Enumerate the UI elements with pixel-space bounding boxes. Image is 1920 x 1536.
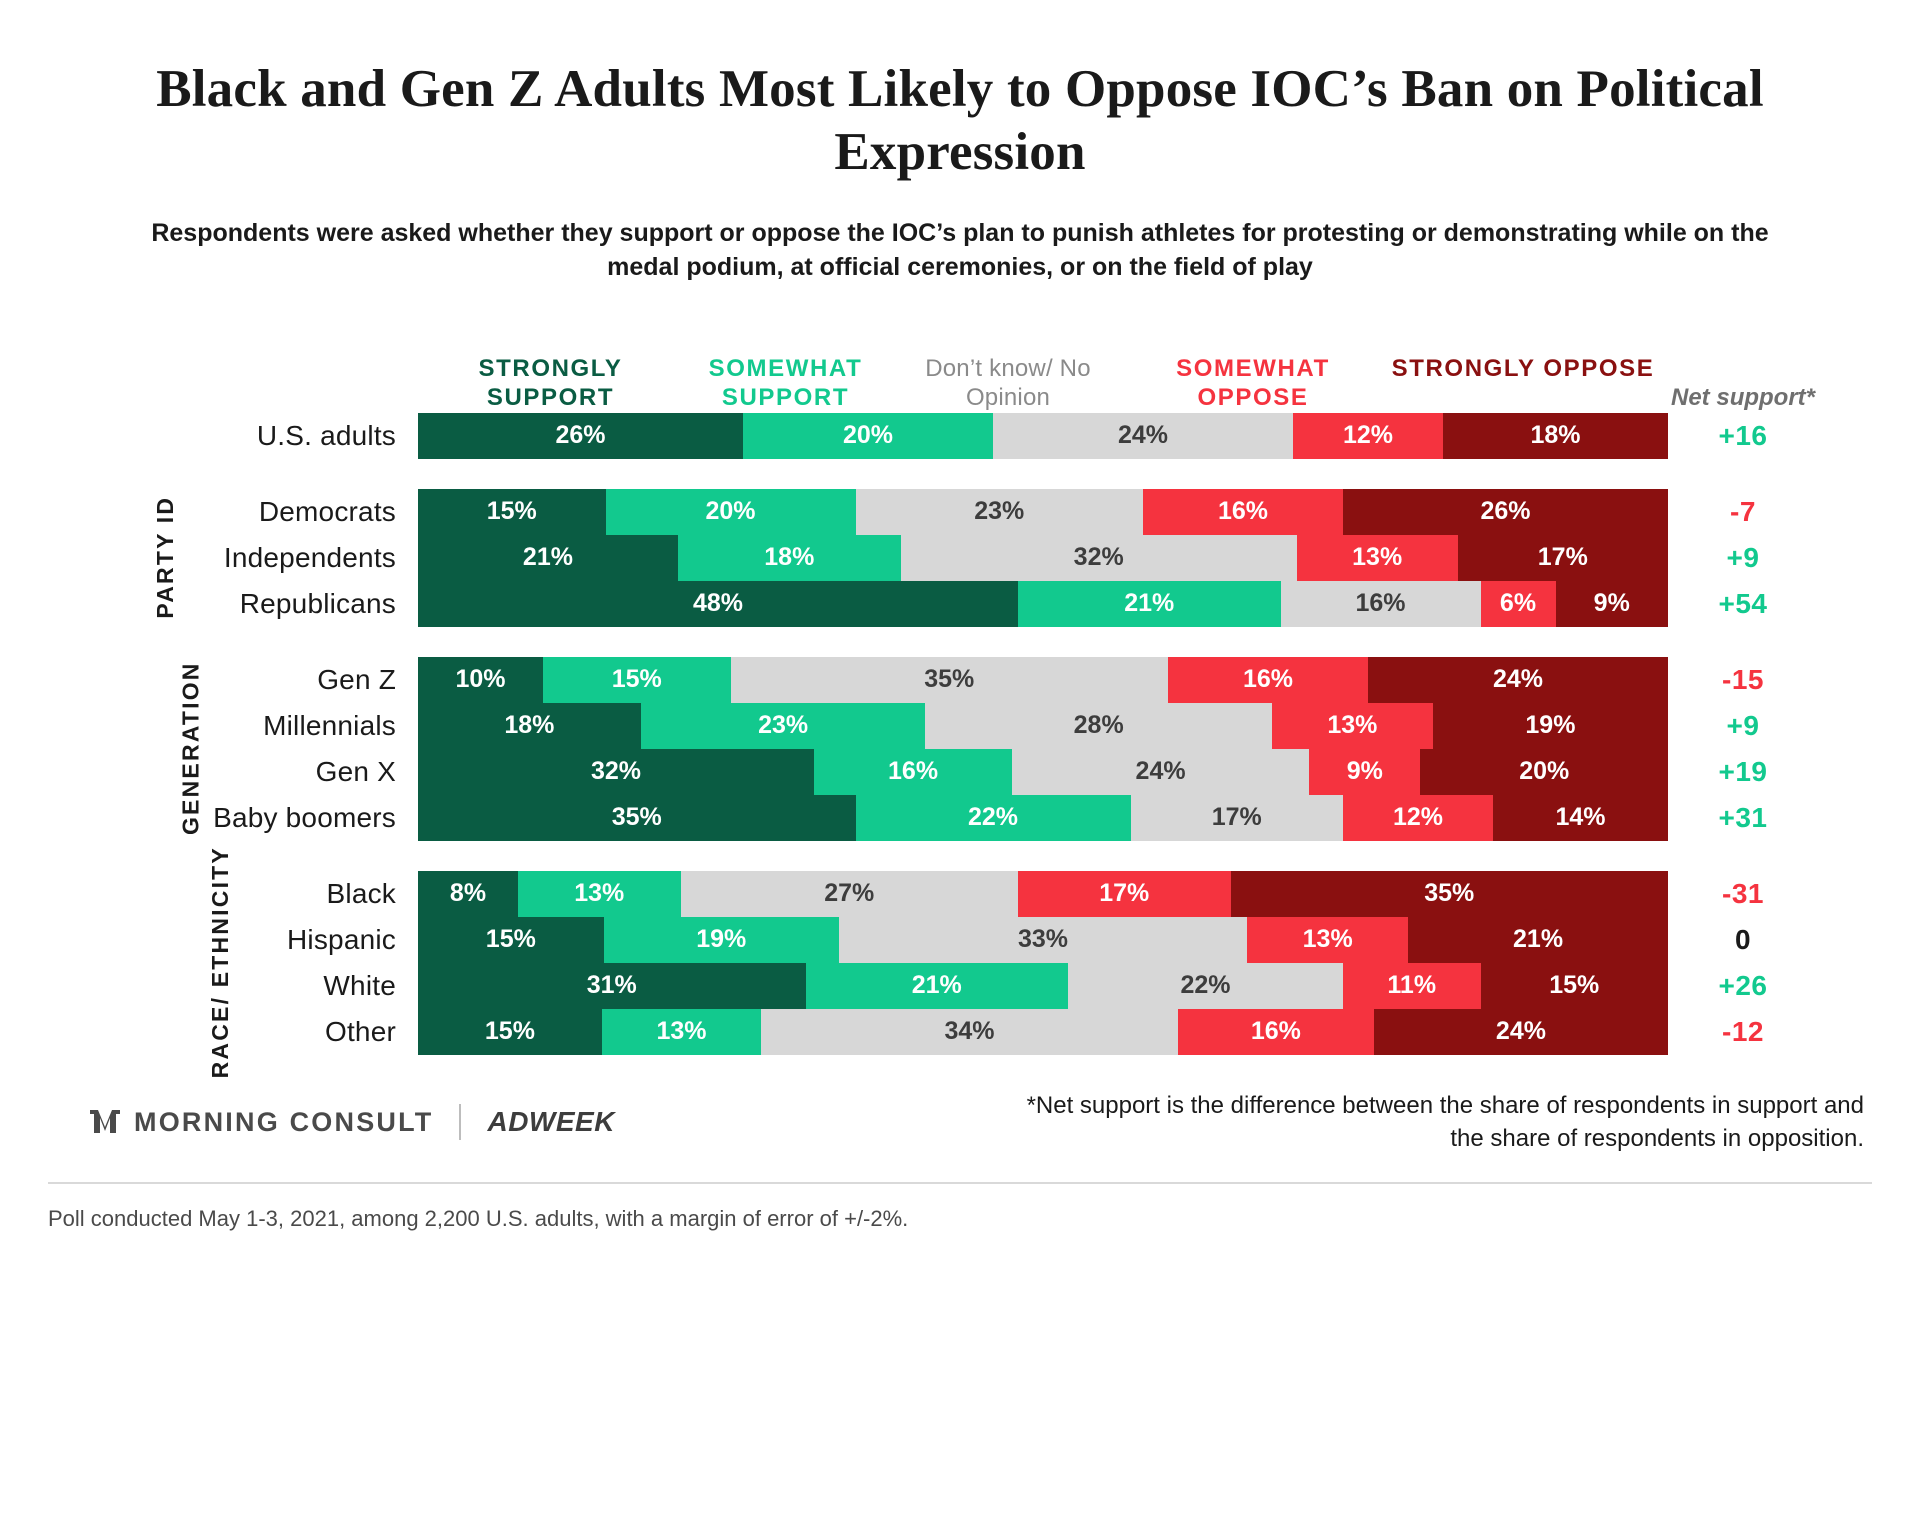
segment-dont-know: 16% [1281, 581, 1481, 627]
spacer [48, 627, 1872, 657]
source-note: Poll conducted May 1-3, 2021, among 2,200 U.S. adults, with a margin of error of +/-2%. [48, 1205, 909, 1231]
segment-somewhat-oppose: 6% [1481, 581, 1556, 627]
row-bars [418, 703, 1668, 749]
segment-somewhat-support: 22% [856, 795, 1131, 841]
row-bars [418, 489, 1668, 535]
row-bars [418, 535, 1668, 581]
brand-divider [459, 1104, 461, 1140]
legend-somewhat-oppose: SOMEWHAT OPPOSE [1176, 355, 1330, 412]
row-net-support: -31 [1722, 877, 1764, 909]
segment-strongly-support: 15% [418, 489, 606, 535]
segment-strongly-support: 15% [418, 917, 604, 963]
chart-row [48, 795, 1872, 841]
row-net-support: +9 [1726, 709, 1760, 741]
group-generation [48, 657, 1872, 841]
row-net-support: -12 [1722, 1015, 1764, 1047]
spacer [48, 459, 1872, 489]
segment-somewhat-support: 20% [606, 489, 856, 535]
segment-dont-know: 32% [901, 535, 1297, 581]
segment-strongly-support: 8% [418, 871, 518, 917]
row-bars [418, 795, 1668, 841]
morning-consult-mark-icon [88, 1107, 122, 1137]
segment-somewhat-oppose: 17% [1018, 871, 1231, 917]
chart-row [48, 413, 1872, 459]
segment-strongly-oppose: 24% [1374, 1009, 1668, 1055]
row-label: Hispanic [287, 923, 396, 955]
row-net-support: -7 [1730, 495, 1756, 527]
segment-somewhat-support: 13% [602, 1009, 761, 1055]
row-bars [418, 963, 1668, 1009]
segment-somewhat-oppose: 16% [1178, 1009, 1374, 1055]
chart-row [48, 535, 1872, 581]
legend-items [418, 354, 1668, 413]
morning-consult-wordmark: MORNING CONSULT [134, 1106, 434, 1137]
adweek-logo: ADWEEK [487, 1106, 615, 1138]
segment-dont-know: 34% [761, 1009, 1178, 1055]
segment-strongly-oppose: 14% [1493, 795, 1668, 841]
segment-strongly-oppose: 18% [1443, 413, 1668, 459]
row-net-support: +31 [1718, 801, 1768, 833]
row-label: Independents [223, 541, 396, 573]
segment-somewhat-oppose: 12% [1293, 413, 1443, 459]
legend-net-support: Net support* [1671, 384, 1815, 412]
segment-strongly-oppose: 15% [1481, 963, 1669, 1009]
chart-row [48, 581, 1872, 627]
row-bars [418, 1009, 1668, 1055]
row-label: Democrats [258, 495, 396, 527]
row-net-support: +54 [1718, 587, 1768, 619]
row-label: Other [324, 1015, 396, 1047]
segment-dont-know: 17% [1131, 795, 1344, 841]
segment-somewhat-support: 23% [641, 703, 926, 749]
segment-somewhat-support: 15% [543, 657, 731, 703]
segment-strongly-support: 32% [418, 749, 814, 795]
row-label: Gen X [315, 755, 396, 787]
group-label-party-id: PARTY ID [152, 496, 179, 619]
row-label: Baby boomers [213, 801, 396, 833]
segment-somewhat-oppose: 13% [1272, 703, 1433, 749]
spacer [48, 841, 1872, 871]
segment-somewhat-support: 19% [604, 917, 839, 963]
stacked-bar-chart [48, 327, 1872, 1079]
row-net-support: 0 [1734, 923, 1752, 955]
segment-strongly-support: 26% [418, 413, 743, 459]
legend-dont-know: Don’t know/ No Opinion [925, 355, 1091, 412]
segment-dont-know: 35% [731, 657, 1169, 703]
footer [48, 1089, 1872, 1156]
segment-strongly-oppose: 26% [1343, 489, 1668, 535]
segment-strongly-support: 15% [418, 1009, 602, 1055]
segment-somewhat-oppose: 9% [1309, 749, 1420, 795]
segment-strongly-support: 10% [418, 657, 543, 703]
segment-somewhat-oppose: 16% [1168, 657, 1368, 703]
row-label: Black [326, 877, 396, 909]
segment-strongly-support: 18% [418, 703, 641, 749]
group-label-generation: GENERATION [177, 661, 204, 836]
segment-dont-know: 28% [925, 703, 1272, 749]
chart-legend [48, 327, 1872, 413]
row-net-support: -15 [1722, 663, 1764, 695]
legend-strongly-oppose: STRONGLY OPPOSE [1391, 355, 1655, 383]
chart-row [48, 657, 1872, 703]
brand-lockup [88, 1104, 615, 1140]
row-net-support: +26 [1718, 969, 1768, 1001]
row-net-support: +19 [1718, 755, 1768, 787]
segment-strongly-oppose: 21% [1408, 917, 1668, 963]
chart-row [48, 489, 1872, 535]
chart-row [48, 703, 1872, 749]
segment-dont-know: 24% [1012, 749, 1309, 795]
row-net-support: +16 [1718, 419, 1768, 451]
segment-somewhat-oppose: 13% [1297, 535, 1458, 581]
segment-strongly-support: 21% [418, 535, 678, 581]
segment-dont-know: 27% [681, 871, 1019, 917]
segment-strongly-support: 31% [418, 963, 806, 1009]
segment-somewhat-support: 18% [678, 535, 901, 581]
segment-somewhat-oppose: 13% [1247, 917, 1408, 963]
segment-somewhat-support: 21% [806, 963, 1069, 1009]
row-label: White [323, 969, 396, 1001]
segment-somewhat-oppose: 12% [1343, 795, 1493, 841]
row-label: Republicans [239, 587, 396, 619]
row-label: Gen Z [317, 663, 396, 695]
segment-somewhat-support: 13% [518, 871, 681, 917]
footnote: *Net support is the difference between the share of respondents in support and the share of respondents in opposition. [1026, 1091, 1864, 1153]
segment-strongly-oppose: 17% [1458, 535, 1668, 581]
group-race-ethnicity [48, 846, 1872, 1079]
segment-strongly-oppose: 35% [1231, 871, 1669, 917]
segment-dont-know: 22% [1068, 963, 1343, 1009]
row-bars [418, 413, 1668, 459]
segment-strongly-support: 48% [418, 581, 1018, 627]
row-bars [418, 749, 1668, 795]
row-label: U.S. adults [256, 419, 396, 451]
page-subtitle: Respondents were asked whether they support or oppose the IOC’s plan to punish athletes for protesting or demonstrating while on the medal podium, at official ceremonies, or on the field of play [151, 219, 1769, 281]
row-bars [418, 917, 1668, 963]
segment-somewhat-oppose: 16% [1143, 489, 1343, 535]
segment-dont-know: 24% [993, 413, 1293, 459]
row-bars [418, 871, 1668, 917]
group-overall [48, 413, 1872, 459]
segment-somewhat-oppose: 11% [1343, 963, 1481, 1009]
segment-somewhat-support: 21% [1018, 581, 1281, 627]
segment-strongly-oppose: 20% [1420, 749, 1668, 795]
row-net-support: +9 [1726, 541, 1760, 573]
row-bars [418, 581, 1668, 627]
segment-strongly-support: 35% [418, 795, 856, 841]
morning-consult-logo [88, 1107, 433, 1138]
segment-somewhat-support: 16% [814, 749, 1012, 795]
group-label-race-ethnicity: RACE/ ETHNICITY [206, 846, 233, 1079]
segment-strongly-oppose: 19% [1433, 703, 1668, 749]
segment-dont-know: 23% [856, 489, 1144, 535]
page-title: Black and Gen Z Adults Most Likely to Oppose IOC’s Ban on Political Expression [156, 60, 1764, 181]
group-party-id [48, 489, 1872, 627]
chart-row [48, 749, 1872, 795]
segment-somewhat-support: 20% [743, 413, 993, 459]
segment-strongly-oppose: 9% [1556, 581, 1669, 627]
row-label: Millennials [263, 709, 396, 741]
segment-strongly-oppose: 24% [1368, 657, 1668, 703]
legend-somewhat-support: SOMEWHAT SUPPORT [708, 355, 863, 412]
row-bars [418, 657, 1668, 703]
segment-dont-know: 33% [839, 917, 1247, 963]
legend-strongly-support: STRONGLY SUPPORT [478, 355, 623, 412]
